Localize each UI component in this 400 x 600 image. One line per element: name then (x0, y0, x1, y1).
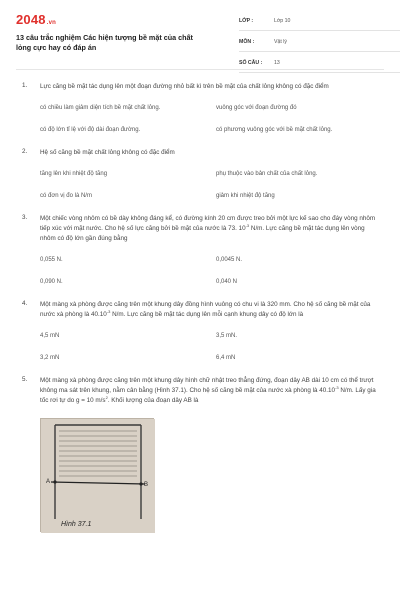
option[interactable]: 3,5 mN. (216, 333, 238, 339)
question-text-part: Một màng xà phòng được căng trên một khung dây đồng hình vuông có chu vi là 320 mm. Cho hệ số căng bề mặt của nước xà phòng là 40.10 (40, 301, 371, 318)
brand-suffix: .vn (46, 20, 57, 26)
document-title: 13 câu trắc nghiệm Các hiện tượng bề mặt của chất lỏng cực hay có đáp án (16, 33, 193, 52)
meta-value: Vật lý (274, 39, 287, 45)
option[interactable]: 6,4 mN (216, 355, 236, 361)
option[interactable]: 0,040 N (216, 279, 238, 285)
meta-row-subject (239, 35, 400, 52)
question-number: 3. (22, 214, 28, 221)
question-text-part: . Khối lượng của đoạn dây AB là (107, 397, 199, 404)
option[interactable]: tăng lên khi nhiệt độ tăng (40, 171, 108, 177)
question-number: 4. (22, 300, 28, 307)
superscript: 2 (105, 394, 108, 400)
question-text-part: N/m. Lấy gia tốc rơi tự do g = 10 m/s (40, 387, 376, 404)
options (40, 256, 384, 286)
options (40, 332, 384, 362)
option[interactable]: có độ lớn tỉ lệ với độ dài đoạn đường. (40, 127, 141, 133)
option[interactable]: có đơn vị đo là N/m (40, 193, 92, 199)
question-text: Lực căng bề mặt tác dụng lên một đoạn đường nhỏ bất kì trên bề mặt của chất lỏng không có đặc điểm (40, 83, 329, 90)
meta-row-class (239, 14, 400, 31)
options (40, 104, 384, 134)
option[interactable]: 4,5 mN (40, 333, 60, 339)
question-4 (16, 300, 384, 362)
meta-label: MÔN : (239, 39, 255, 45)
superscript: -3 (106, 308, 111, 314)
question-text-part: Một chiếc vòng nhôm có bề dày không đáng kể, có đường kính 20 cm được treo bởi một lực kế sao cho đáy vòng nhôm tiếp xúc với mặt nước. Cho hệ số lực căng bởi bề mặt của nước là 73. 10 (40, 215, 376, 232)
option[interactable]: giảm khi nhiệt độ tăng (216, 193, 275, 199)
question-text-part: Một màng xà phòng được căng trên một khung dây hình chữ nhật treo thẳng đứng, đoạn dây AB dài 10 cm có thể trượt không ma sát trên khung, nằm cân bằng (Hình 37.1). Cho hệ số căng bề mặt của nước xà phòng là 40.10 (40, 377, 374, 394)
figure-37-1 (40, 418, 154, 532)
site-logo[interactable] (16, 12, 56, 27)
header (16, 0, 384, 70)
question-text (40, 300, 384, 320)
option[interactable]: có chiều làm giảm diện tích bề mặt chất lỏng. (40, 105, 161, 111)
option[interactable]: 3,2 mN (40, 355, 60, 361)
options (40, 170, 384, 200)
option[interactable]: vuông góc với đoạn đường đó (216, 105, 297, 111)
meta-info (239, 14, 400, 77)
label-a: A (46, 479, 51, 485)
question-text-part: N/m. Lực căng bề mặt tác dụng lên mỗi cạnh khung dây có độ lớn là (110, 311, 304, 318)
superscript: -3 (335, 384, 339, 390)
soap-film-frame-diagram (41, 419, 155, 533)
option[interactable]: 0,090 N. (40, 279, 63, 285)
option[interactable]: 0,0045 N. (216, 257, 243, 263)
question-text (40, 214, 384, 244)
question-text (40, 376, 384, 406)
question-number: 1. (22, 82, 28, 89)
option[interactable]: có phương vuông góc với bề mặt chất lỏng. (216, 127, 333, 133)
question-text: Hệ số căng bề mặt chất lỏng không có đặc điểm (40, 149, 175, 156)
meta-value: 13 (274, 60, 280, 66)
meta-label: LỚP : (239, 18, 254, 24)
figure-caption: Hình 37.1 (61, 521, 92, 528)
question-2 (16, 148, 384, 200)
question-3 (16, 214, 384, 286)
question-5 (16, 376, 384, 532)
brand-name: 2048 (16, 12, 46, 27)
question-list (16, 70, 384, 532)
question-1 (16, 82, 384, 134)
question-number: 5. (22, 376, 28, 383)
option[interactable]: phụ thuộc vào bản chất của chất lỏng. (216, 171, 318, 177)
option[interactable]: 0,055 N. (40, 257, 63, 263)
label-b: B (143, 482, 148, 488)
meta-value: Lớp 10 (274, 18, 291, 24)
question-text-part: N/m. Lực căng bề mặt tác dụng lên vòng nhôm có độ lớn gần đúng bằng (40, 225, 365, 242)
meta-label: SỐ CÂU : (239, 60, 263, 66)
question-number: 2. (22, 148, 28, 155)
superscript: -3 (245, 222, 250, 228)
